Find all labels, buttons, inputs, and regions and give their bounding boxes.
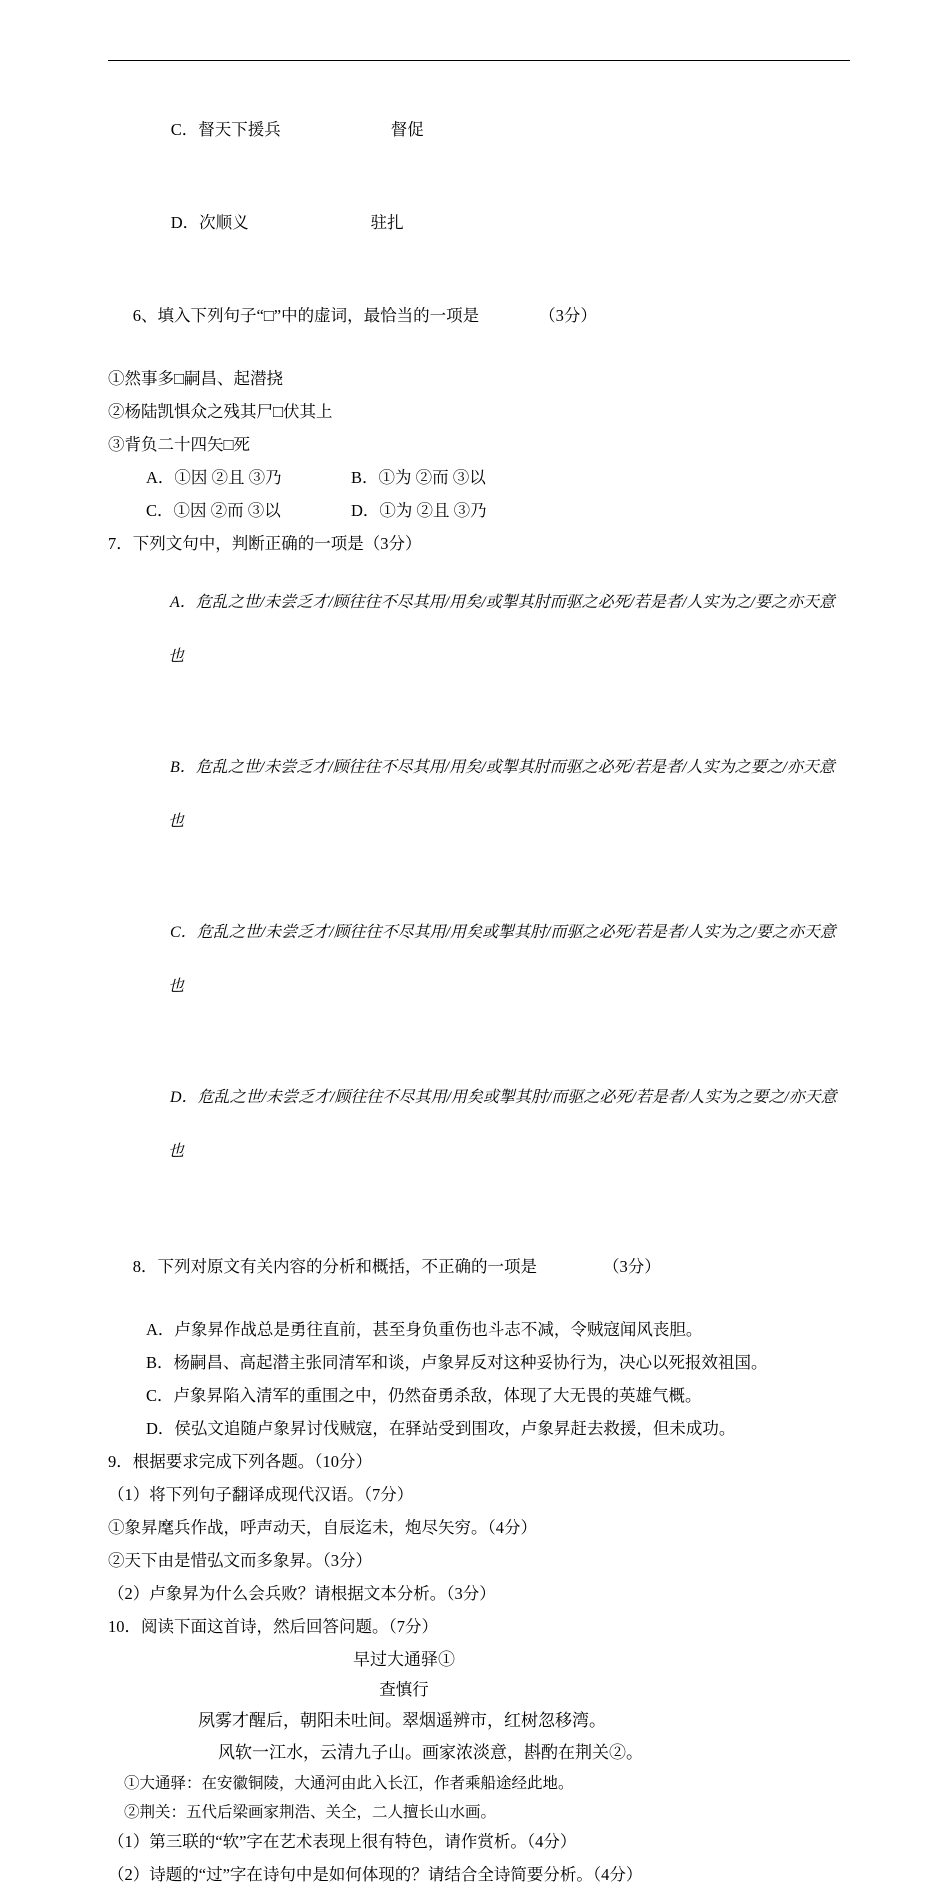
question-6-choice-d: D．①为 ②且 ③乃 bbox=[351, 501, 487, 520]
question-9-translate-2: ②天下由是惜弘文而多象昇。（3分） bbox=[108, 1551, 372, 1570]
question-9-translate-1: ①象昇麾兵作战，呼声动天，自辰迄未，炮尽矢穷。（4分） bbox=[108, 1518, 537, 1537]
question-8-stem bbox=[108, 1222, 850, 1312]
option-line-c bbox=[108, 85, 850, 175]
question-9-stem: 9．根据要求完成下列各题。（10分） bbox=[108, 1452, 372, 1471]
question-8-choice-b: B．杨嗣昌、高起潜主张同清军和谈，卢象昇反对这种妥协行为，决心以死报效祖国。 bbox=[146, 1353, 768, 1372]
question-8-choice-c: C．卢象昇陷入清军的重围之中，仍然奋勇杀敌，体现了大无畏的英雄气概。 bbox=[146, 1386, 702, 1405]
question-7-choice-a-tag: A． bbox=[170, 594, 196, 611]
option-d-gloss: 驻扎 bbox=[370, 213, 404, 232]
question-6-choice-a: A．①因 ②且 ③乃 bbox=[146, 468, 282, 487]
question-6-item-2: ②杨陆凯惧众之残其尸□伏其上 bbox=[108, 402, 333, 421]
poem-author: 查慎行 bbox=[379, 1680, 429, 1699]
question-7-choice-b-cont: 也 bbox=[168, 813, 185, 830]
option-d-label: D．次顺义 bbox=[170, 213, 249, 232]
question-6-choice-b: B．①为 ②而 ③以 bbox=[351, 468, 486, 487]
poem-line-2: 风软一江水，云清九子山。画家浓淡意，斟酌在荆关②。 bbox=[218, 1743, 643, 1762]
question-7-choice-d-tag: D． bbox=[170, 1089, 198, 1106]
option-c-label: C．督天下援兵 bbox=[170, 120, 281, 139]
question-8-score: （3分） bbox=[603, 1257, 661, 1276]
question-7-choice-a-text: 危乱之世/未尝乏才/顾往往不尽其用/用矣/或掣其肘而驱之必死/若是者/人实为之/要之亦天意 bbox=[195, 594, 835, 611]
question-7-choice-b-tag: B． bbox=[170, 759, 196, 776]
question-9-sub-1: （1）将下列句子翻译成现代汉语。（7分） bbox=[108, 1485, 414, 1504]
question-9-sub-2: （2）卢象昇为什么会兵败？请根据文本分析。（3分） bbox=[108, 1584, 496, 1603]
question-7-choice-b-text: 危乱之世/未尝乏才/顾往往不尽其用/用矣/或掣其肘而驱之必死/若是者/人实为之要之/亦天意 bbox=[195, 759, 835, 776]
question-8-choice-a: A．卢象昇作战总是勇往直前，甚至身负重伤也斗志不减，令贼寇闻风丧胆。 bbox=[146, 1320, 703, 1339]
question-8-text: 8．下列对原文有关内容的分析和概括，不正确的一项是 bbox=[132, 1257, 537, 1276]
question-7-choice-c-text: 危乱之世/未尝乏才/顾往往不尽其用/用矣或掣其肘/而驱之必死/若是者/人实为之/要之亦天意 bbox=[196, 924, 836, 941]
question-10-sub-1: （1）第三联的“软”字在艺术表现上很有特色，请作赏析。（4分） bbox=[108, 1832, 577, 1851]
question-7-choice-b bbox=[108, 727, 850, 889]
option-c-gloss: 督促 bbox=[390, 120, 424, 139]
question-7-choice-d-text: 危乱之世/未尝乏才/顾往往不尽其用/用矣或掣其肘/而驱之必死/若是者/人实为之要之/亦天意 bbox=[197, 1089, 837, 1106]
question-6-text: 6、填入下列句子“□”中的虚词，最恰当的一项是 bbox=[132, 306, 480, 325]
question-7-stem: 7．下列文句中，判断正确的一项是（3分） bbox=[108, 534, 422, 553]
question-7-choice-a bbox=[108, 562, 850, 724]
poem-title: 早过大通驿① bbox=[353, 1650, 455, 1669]
question-6-score: （3分） bbox=[539, 306, 597, 325]
question-10-stem: 10．阅读下面这首诗，然后回答问题。（7分） bbox=[108, 1617, 438, 1636]
header-divider bbox=[108, 60, 850, 61]
question-7-choice-c bbox=[108, 892, 850, 1054]
page-content bbox=[108, 60, 850, 1893]
question-6-item-1: ①然事多□嗣昌、起潜挠 bbox=[108, 369, 283, 388]
option-line-d bbox=[108, 178, 850, 268]
question-6-choices-row-2 bbox=[108, 496, 850, 526]
question-7-choice-c-cont: 也 bbox=[168, 978, 185, 995]
question-7-choice-c-tag: C． bbox=[170, 924, 197, 941]
question-10-sub-2: （2）诗题的“过”字在诗句中是如何体现的？请结合全诗简要分析。（4分） bbox=[108, 1865, 643, 1884]
question-6-choice-c: C．①因 ②而 ③以 bbox=[146, 501, 281, 520]
question-7-choice-d bbox=[108, 1057, 850, 1219]
question-7-choice-a-cont: 也 bbox=[168, 648, 185, 665]
question-6-item-3: ③背负二十四矢□死 bbox=[108, 435, 250, 454]
poem-line-1: 夙雾才醒后，朝阳未吐间。翠烟遥辨市，红树忽移湾。 bbox=[198, 1711, 606, 1730]
question-7-choice-d-cont: 也 bbox=[168, 1143, 185, 1160]
question-6-choices-row-1 bbox=[108, 463, 850, 493]
poem-note-1: ①大通驿：在安徽铜陵，大通河由此入长江，作者乘船途经此地。 bbox=[124, 1775, 574, 1792]
question-8-choice-d: D．侯弘文追随卢象昇讨伐贼寇，在驿站受到围攻，卢象昇赶去救援，但未成功。 bbox=[146, 1419, 736, 1438]
poem-note-2: ②荆关：五代后梁画家荆浩、关仝，二人擅长山水画。 bbox=[124, 1804, 497, 1821]
question-6-stem bbox=[108, 271, 850, 361]
